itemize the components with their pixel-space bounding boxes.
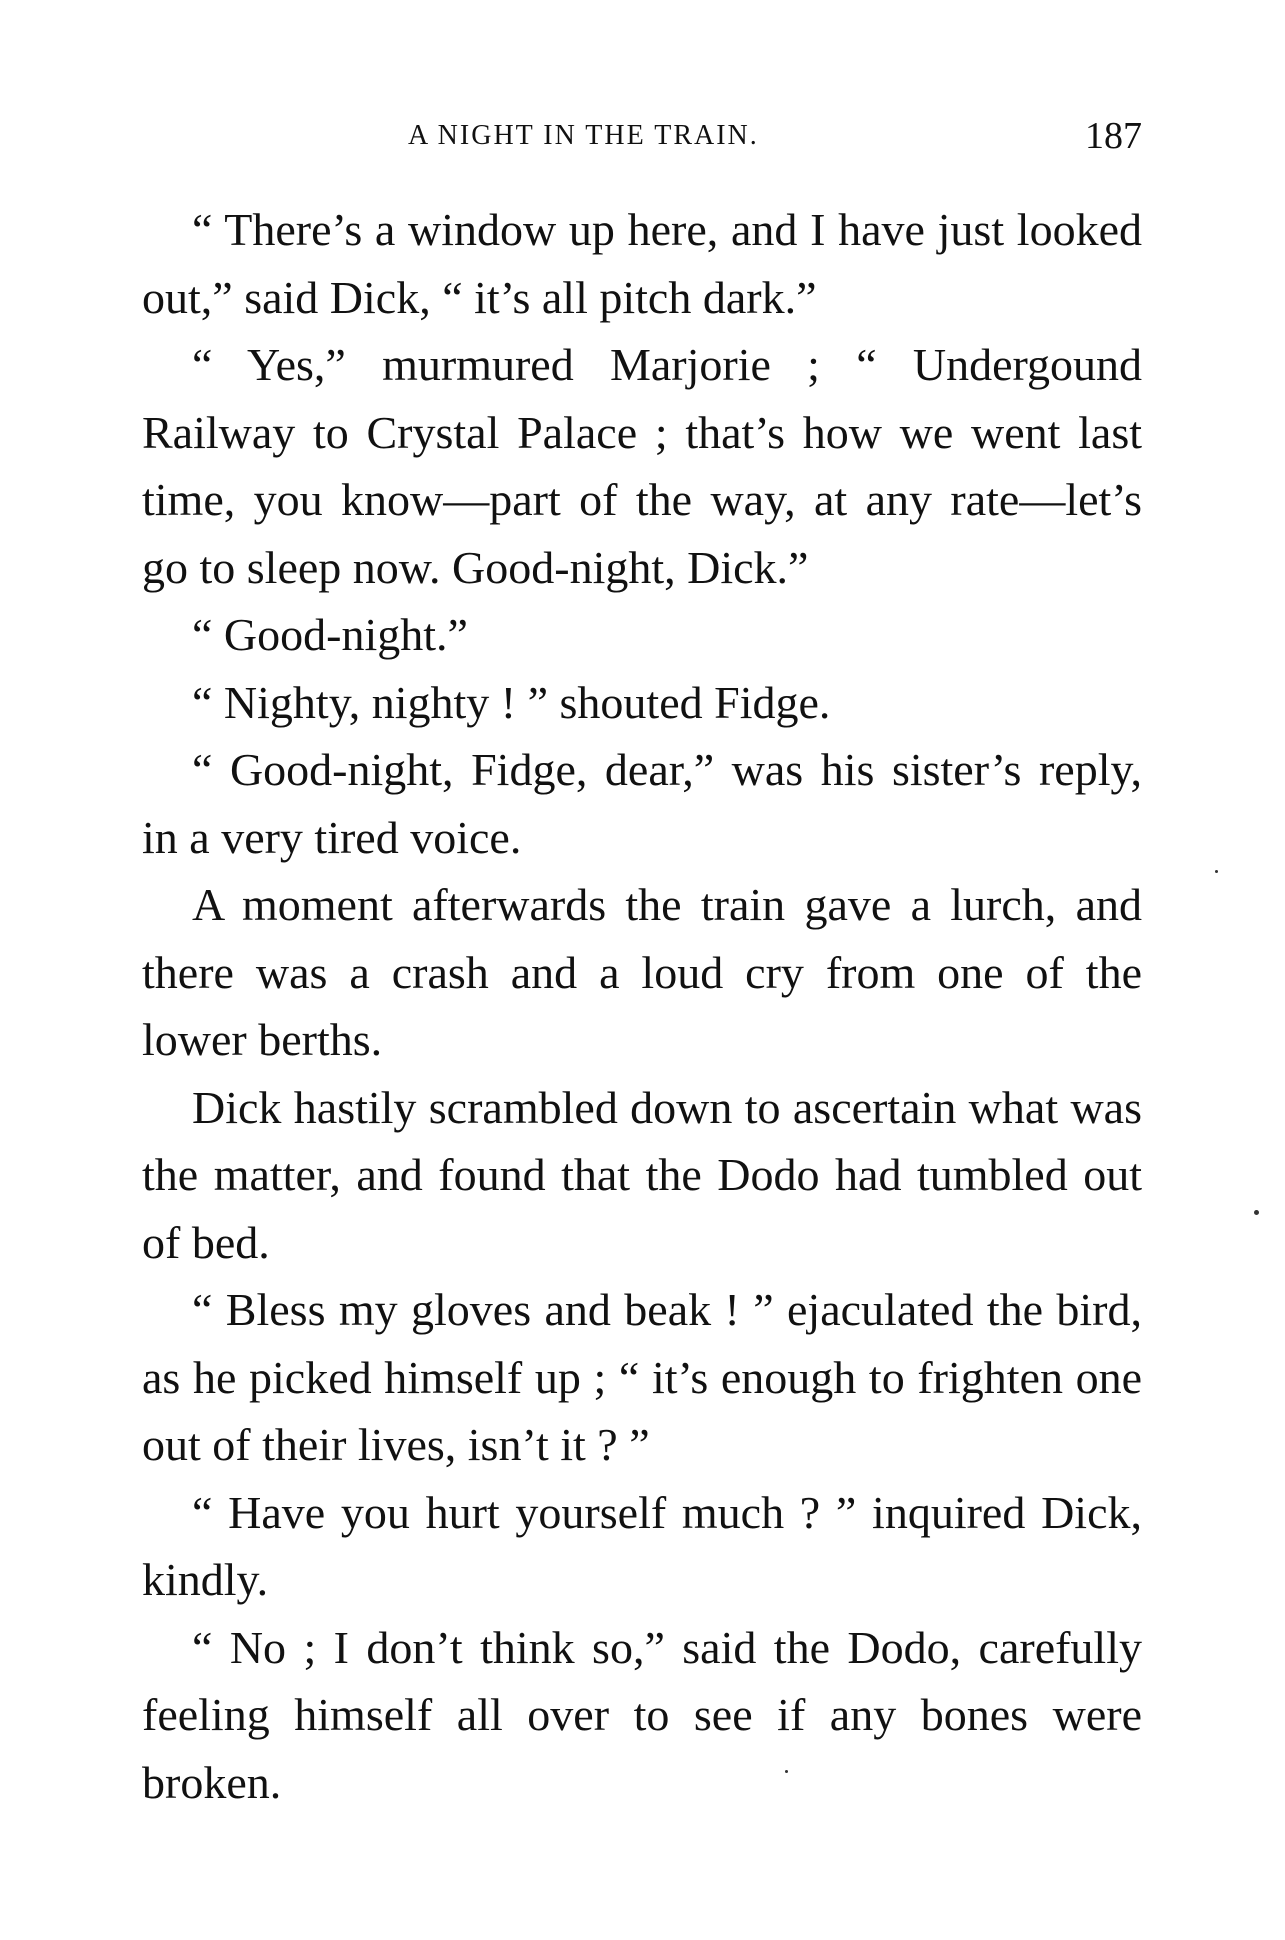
page-number: 187 (1085, 115, 1142, 157)
paragraph: Dick hastily scrambled down to ascertain what was the matter, and found that the Dodo had tumbled out of bed. (142, 1081, 1142, 1268)
paragraph: “ Nighty, nighty ! ” shouted Fidge. (192, 676, 831, 728)
paragraph: “ Have you hurt yourself much ? ” inquired Dick, kindly. (142, 1486, 1142, 1605)
paper-speck (1254, 1210, 1259, 1215)
paper-speck (1215, 870, 1218, 873)
paragraph: “ Good-night, Fidge, dear,” was his sister’s reply, in a very tired voice. (142, 744, 1142, 863)
paragraph: “ Bless my gloves and beak ! ” ejaculated the bird, as he picked himself up ; “ it’s enough to frighten one out of their lives, isn’t it ? ” (142, 1284, 1142, 1470)
paragraph: “ No ; I don’t think so,” said the Dodo, carefully feeling himself all over to see if any bones were broken. (142, 1621, 1142, 1808)
paragraph: “ There’s a window up here, and I have just looked out,” said Dick, “ it’s all pitch dark.” (142, 204, 1142, 323)
running-title: A NIGHT IN THE TRAIN. (408, 120, 759, 151)
paper-speck (785, 1770, 788, 1773)
paragraph: “ Good-night.” (192, 609, 468, 660)
running-head (0, 115, 1285, 160)
paragraph: “ Yes,” murmured Marjorie ; “ Undergound Railway to Crystal Palace ; that’s how we went last time, you know—part of the way, at any rate—let’s go to sleep now. Good-night, Dick.” (142, 339, 1142, 593)
paragraph: A moment afterwards the train gave a lurch, and there was a crash and a loud cry from one of the lower berths. (142, 879, 1142, 1065)
body-text (142, 196, 1142, 1816)
